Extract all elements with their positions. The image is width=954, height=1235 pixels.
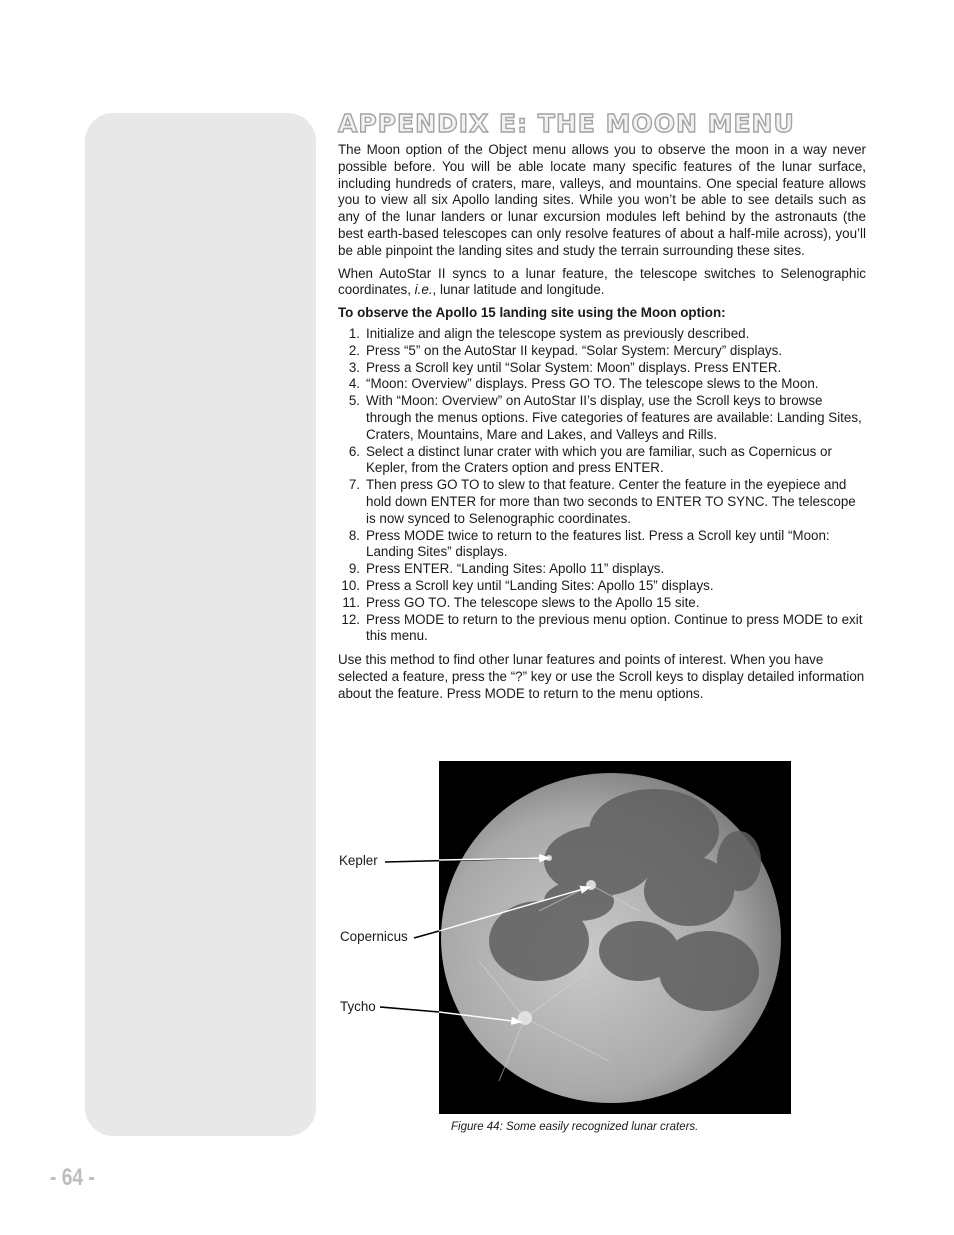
steps-heading: To observe the Apollo 15 landing site using the Moon option:: [338, 305, 726, 321]
list-item: 6. Select a distinct lunar crater with which you are familiar, such as Copernicus or Kepler, from the Craters option and press ENTER.: [348, 443, 832, 476]
list-item: 11. Press GO TO. The telescope slews to the Apollo 15 site.: [342, 594, 700, 610]
list-item: 9. Press ENTER. “Landing Sites: Apollo 11” displays.: [348, 561, 665, 577]
list-item: 8. Press MODE twice to return to the features list. Press a Scroll key until “Moon: Landing Sites” displays.: [348, 527, 830, 560]
kepler-label: Kepler: [339, 853, 378, 868]
page-number: - 64 -: [50, 1164, 95, 1191]
copernicus-leader-line: [414, 931, 439, 938]
tycho-arrow: [439, 1012, 521, 1022]
list-item: 5. With “Moon: Overview” on AutoStar II’s display, use the Scroll keys to browse through the menus options. Five categories of features are available: Landing Sites, Craters, Mountains, Mare and Lakes, and Valleys and Rills.: [348, 393, 862, 442]
kepler-arrow: [439, 858, 549, 860]
sync-paragraph: When AutoStar II syncs to a lunar feature, the telescope switches to Selenographic coordinates, i.e., lunar latitude and longitude.: [338, 265, 866, 298]
list-item: 12. Press MODE to return to the previous menu option. Continue to press MODE to exit this menu.: [341, 611, 863, 644]
copernicus-label: Copernicus: [340, 929, 408, 944]
list-item: 3. Press a Scroll key until “Solar System: Moon” displays. Press ENTER.: [348, 359, 782, 375]
list-item: 10. Press a Scroll key until “Landing Sites: Apollo 15” displays.: [341, 577, 714, 593]
list-item: 2. Press “5” on the AutoStar II keypad. “Solar System: Mercury” displays.: [348, 342, 783, 358]
list-item: 7. Then press GO TO to slew to that feature. Center the feature in the eyepiece and hold down ENTER for more than two seconds to ENTER TO SYNC. The telescope is now synced to Selenographic coordinates.: [348, 477, 856, 526]
tycho-label: Tycho: [340, 999, 376, 1014]
figure-caption: Figure 44: Some easily recognized lunar craters.: [451, 1121, 699, 1133]
page-title: APPENDIX E: THE MOON MENU: [338, 109, 795, 138]
list-item: 4. “Moon: Overview” displays. Press GO TO. The telescope slews to the Moon.: [348, 376, 819, 392]
tycho-leader-line: [380, 1007, 439, 1012]
copernicus-arrow: [439, 887, 590, 931]
intro-paragraph: The Moon option of the Object menu allows you to observe the moon in a way never possible before. You will be able locate many specific features of the lunar surface, including hundreds of craters, mare, valleys, and mountains. One special feature allows you to view all six Apollo landing sites. While you won’t be able to see details such as any of the lunar landers or lunar excursion modules left behind by the astronauts (the best earth-based telescopes can only resolve features of about a half-mile across), you’ll be able pinpoint the landing sites and study the terrain surrounding these sites.: [338, 142, 866, 258]
closing-paragraph: Use this method to find other lunar features and points of interest. When you have selected a feature, press the “?” key or use the Scroll keys to display detailed information about the feature. Press MODE to return to the menu options.: [338, 652, 865, 701]
list-item: 1. Initialize and align the telescope system as previously described.: [348, 325, 750, 341]
